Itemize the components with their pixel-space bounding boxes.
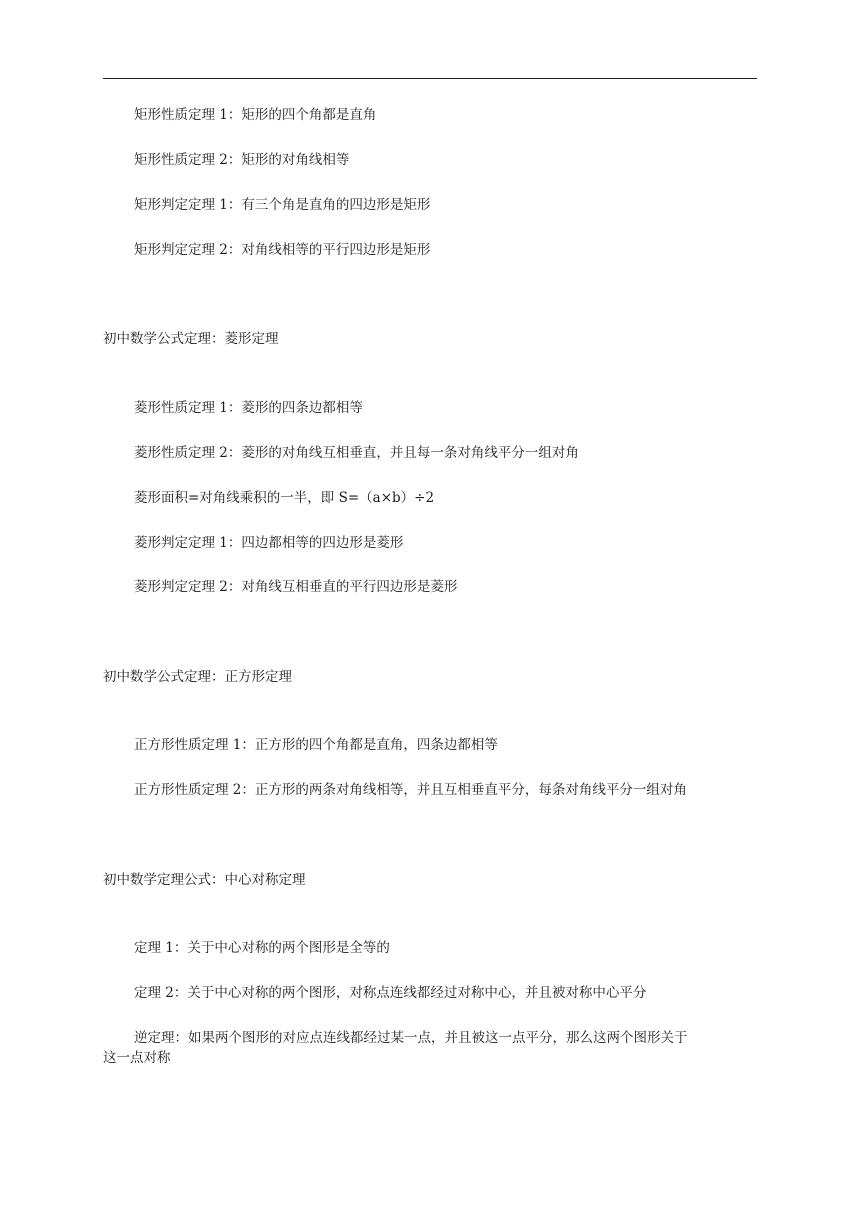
central-symmetry-inverse-line-1: 逆定理：如果两个图形的对应点连线都经过某一点，并且被这一点平分，那么这两个图形关于 — [134, 1030, 688, 1046]
rhombus-area-formula: 菱形面积=对角线乘积的一半，即 S=（a×b）÷2 — [134, 490, 435, 506]
square-property-2: 正方形性质定理 2：正方形的两条对角线相等，并且互相垂直平分，每条对角线平分一组对角 — [134, 782, 687, 798]
rectangle-property-2: 矩形性质定理 2：矩形的对角线相等 — [134, 152, 350, 168]
rhombus-property-1: 菱形性质定理 1：菱形的四条边都相等 — [134, 400, 363, 416]
section-heading-rhombus: 初中数学公式定理：菱形定理 — [103, 331, 279, 347]
rectangle-property-1: 矩形性质定理 1：矩形的四个角都是直角 — [134, 107, 377, 123]
central-symmetry-theorem-2: 定理 2：关于中心对称的两个图形，对称点连线都经过对称中心，并且被对称中心平分 — [134, 985, 647, 1001]
central-symmetry-theorem-1: 定理 1：关于中心对称的两个图形是全等的 — [134, 940, 390, 956]
rectangle-criterion-2: 矩形判定定理 2：对角线相等的平行四边形是矩形 — [134, 242, 431, 258]
central-symmetry-inverse-line-2: 这一点对称 — [103, 1050, 171, 1066]
rectangle-criterion-1: 矩形判定定理 1：有三个角是直角的四边形是矩形 — [134, 197, 431, 213]
section-heading-central-symmetry: 初中数学定理公式：中心对称定理 — [103, 872, 306, 888]
rhombus-property-2: 菱形性质定理 2：菱形的对角线互相垂直，并且每一条对角线平分一组对角 — [134, 445, 579, 461]
header-rule — [103, 78, 757, 79]
rhombus-criterion-1: 菱形判定定理 1：四边都相等的四边形是菱形 — [134, 535, 404, 551]
section-heading-square: 初中数学公式定理：正方形定理 — [103, 669, 292, 685]
square-property-1: 正方形性质定理 1：正方形的四个角都是直角，四条边都相等 — [134, 737, 498, 753]
rhombus-criterion-2: 菱形判定定理 2：对角线互相垂直的平行四边形是菱形 — [134, 579, 458, 595]
